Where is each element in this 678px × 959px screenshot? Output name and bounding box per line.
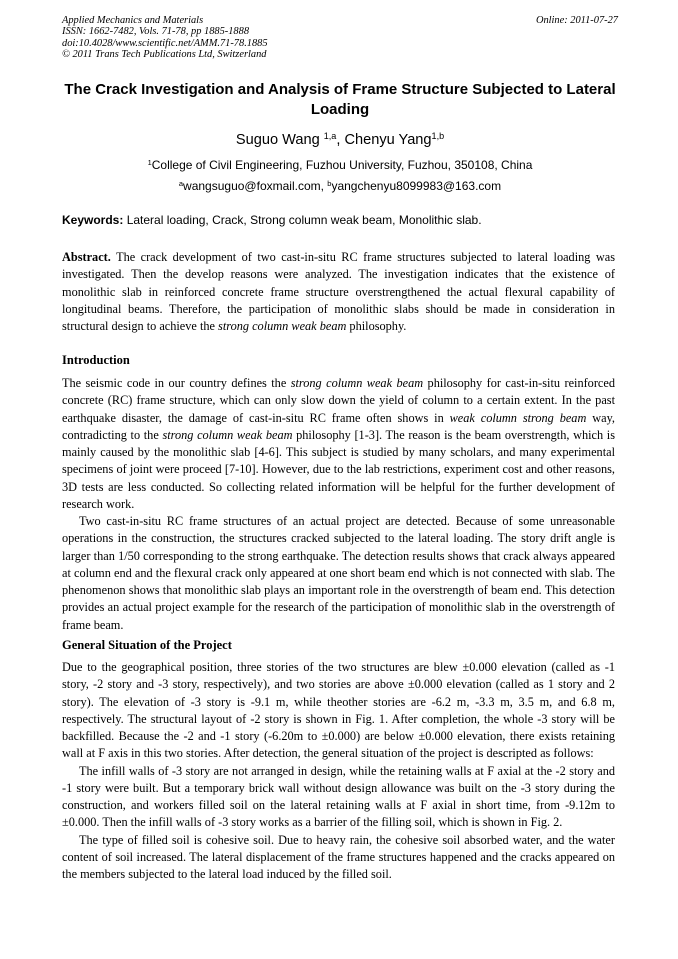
- abstract-text-1: The crack development of two cast-in-situ RC frame structures subjected to lateral loading was investigated. Then the develop reasons were analyzed. The investigation indicates that the existence of monolithic slab in reinforced concrete frame structure overstrengthened the actual flexural capability of longitudinal beams. Therefore, the participation of monolithic slabs should be made in consideration in structural design to achieve the: [62, 250, 615, 333]
- introduction-body: [62, 375, 615, 634]
- email-a: wangsuguo@foxmail.com,: [183, 179, 328, 193]
- affiliation-text: College of Civil Engineering, Fuzhou University, Fuzhou, 350108, China: [151, 158, 533, 172]
- general-situation-heading: General Situation of the Project: [62, 638, 232, 652]
- affiliation: [62, 157, 618, 173]
- general-situation-body: [62, 659, 615, 883]
- abstract-text-2: philosophy.: [346, 319, 407, 333]
- keywords-text: Lateral loading, Crack, Strong column weak beam, Monolithic slab.: [123, 213, 482, 227]
- intro-emphasis-2: weak column strong beam: [449, 410, 587, 425]
- abstract-label: Abstract.: [62, 250, 111, 264]
- introduction-paragraph-2: Two cast-in-situ RC frame structures of an actual project are detected. Because of some unreasonable operations in the construction, the structures cracked subjected to the lateral loading. The story drift angle is larger than 1/50 corresponding to the strong earthquake. The detection results shows that crack always appeared at column end and the flexural crack only appeared at one short beam end which is not connected with slab. The phenomenon shows that monolithic slab plays an important role in the overstrength of beam end. This detection provides an actual project example for the research of the participation of monolithic slab in the overstrength of frame beam.: [62, 514, 615, 632]
- intro-text-a: The seismic code in our country defines the: [62, 376, 291, 390]
- abstract-emphasis: strong column weak beam: [218, 319, 347, 333]
- author-2-sup: 1,b: [431, 131, 445, 142]
- keywords: [62, 212, 618, 228]
- intro-emphasis-3: strong column weak beam: [162, 427, 293, 442]
- general-paragraph-2: The infill walls of -3 story are not arranged in design, while the retaining walls at F axial at the -2 story and -1 story were built. But a temporary brick wall without design allowance was built on the -3 story during the construction, and workers filled soil on the lateral retaining walls at F axial in short time, from -9.12m to ±0.000. Then the infill walls of -3 story works as a barrier of the filling soil, which is shown in Fig. 2.: [62, 763, 615, 830]
- author-emails: [62, 178, 618, 194]
- introduction-heading: Introduction: [62, 353, 130, 367]
- intro-text-d: philosophy [1-3]. The reason is the beam overstrength, which is mainly caused by the monolithic slab [4-6]. This subject is studied by many scholars, and many experimental specimens of joint were proceed [7-10]. However, due to the lab restrictions, experiment cost and other reasons, 3D tests are less conducted. So collecting related information will be helpful for the further development of research work.: [62, 427, 615, 511]
- author-separator: ,: [336, 132, 345, 148]
- author-1-name: Suguo Wang: [235, 132, 320, 148]
- journal-issn: ISSN: 1662-7482, Vols. 71-78, pp 1885-1888: [62, 26, 250, 38]
- email-b: yangchenyu8099983@163.com: [331, 179, 502, 193]
- email-a-sup: a: [178, 178, 184, 188]
- keywords-label: Keywords:: [62, 213, 124, 227]
- online-date: Online: 2011-07-27: [535, 15, 618, 26]
- general-paragraph-3: The type of filled soil is cohesive soil. Due to heavy rain, the cohesive soil absorbed water, and the water content of soil increased. The lateral displacement of the frame structures happened and the cracks appeared on the members subjected to the lateral load induced by the filled soil.: [62, 832, 615, 881]
- journal-copyright: © 2011 Trans Tech Publications Ltd, Switzerland: [62, 48, 267, 60]
- intro-text-c: way, contradicting to the: [62, 410, 615, 442]
- email-b-sup: b: [327, 178, 332, 188]
- abstract: [62, 249, 615, 335]
- general-paragraph-1: Due to the geographical position, three stories of the two structures are blew ±0.000 elevation (called as -1 story, -2 story and -3 story, respectively), and two stories are above ±0.000 elevation (called as 1 story and 2 story). The elevation of -3 story is -9.1 m, while theother stories are -6.2 m, -3.3 m, 3.5 m, and 6.8 m, respectively. The structural layout of -2 story is shown in Fig. 1. After completion, the whole -3 story will be backfilled. Because the -2 and -1 story (-6.20m to ±0.000) are below ±0.000 elevation, there exists retaining wall at F axis in this two stories. After detection, the general situation of the project is descripted as follows:: [62, 660, 615, 761]
- author-1-sup: 1,a: [323, 131, 337, 142]
- introduction-paragraph-1: [62, 375, 615, 513]
- journal-doi: doi:10.4028/www.scientific.net/AMM.71-78.1885: [62, 37, 268, 49]
- author-2-name: Chenyu Yang: [344, 132, 432, 148]
- author-line: [62, 131, 618, 149]
- paper-title: The Crack Investigation and Analysis of Frame Structure Subjected to Lateral Loading: [64, 81, 616, 118]
- journal-header: [62, 15, 618, 60]
- affiliation-sup: 1: [147, 157, 152, 167]
- intro-text-b: philosophy for cast-in-situ reinforced concrete (RC) frame structure, which can only slow down the yield of column to a certain extent. In the past earthquake disaster, the damage of cast-in-situ RC frame often shows in: [62, 376, 615, 425]
- intro-emphasis-1: strong column weak beam: [290, 376, 424, 390]
- journal-name: Applied Mechanics and Materials: [62, 15, 204, 26]
